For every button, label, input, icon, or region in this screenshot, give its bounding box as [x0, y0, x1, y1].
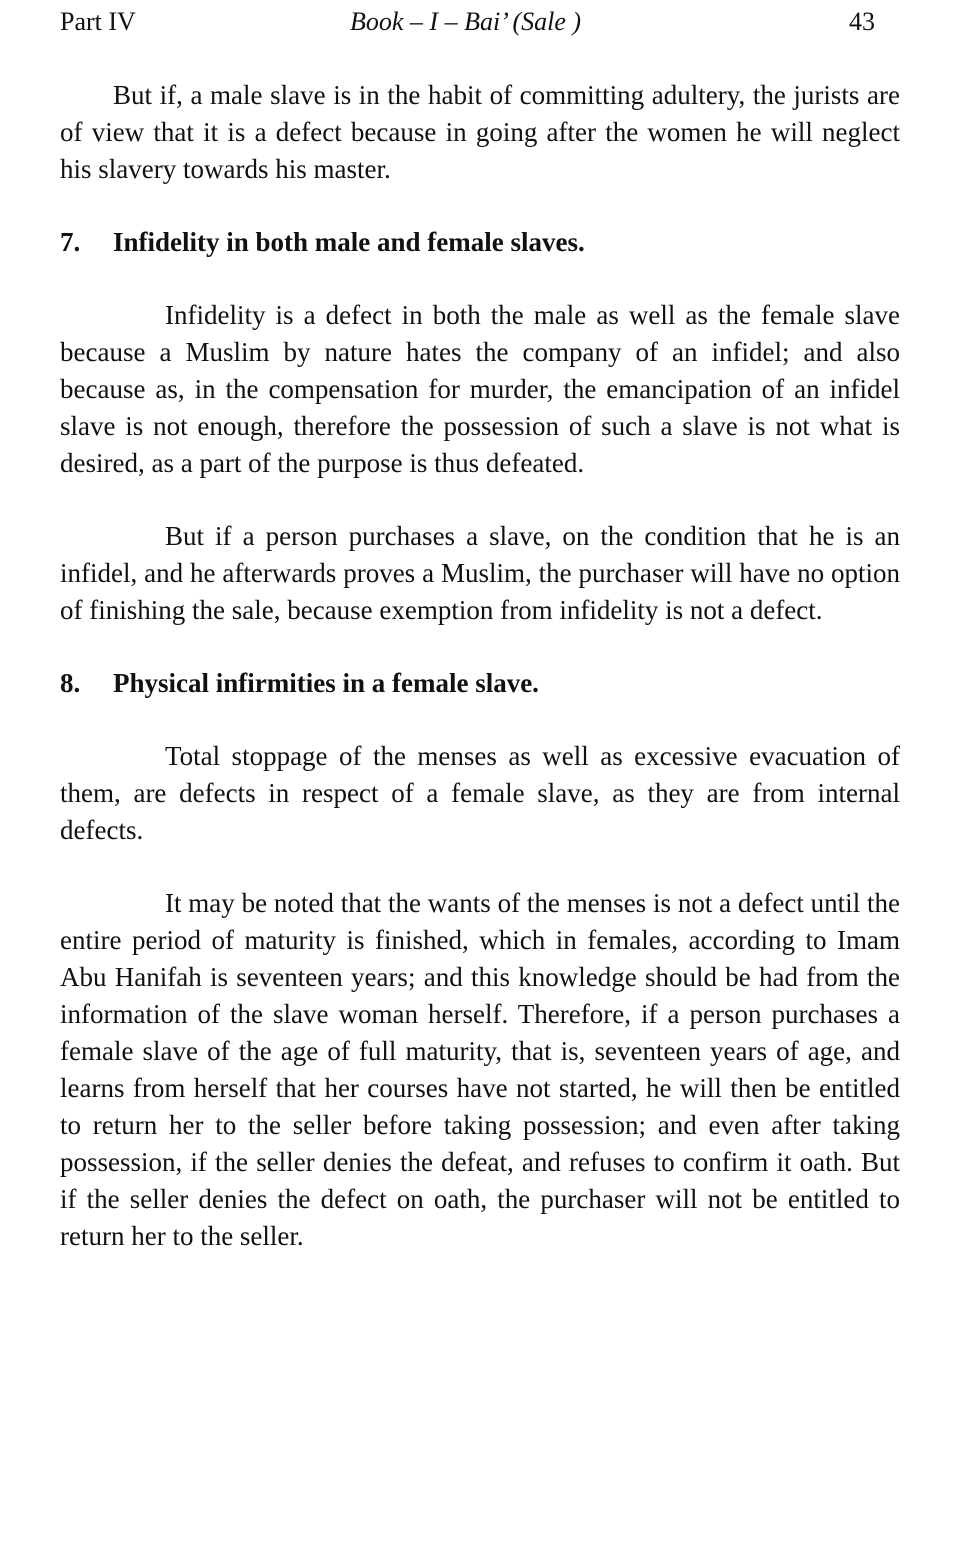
page-header — [60, 4, 875, 40]
paragraph-male-slave-adultery: But if, a male slave is in the habit of committing adultery, the jurists are of view that it is a defect because in going after the women he will neglect his slavery towards his master. — [60, 80, 900, 184]
section-number-7: 7. — [60, 227, 81, 257]
section-heading-8 — [60, 665, 900, 702]
paragraph-menses-defects: Total stoppage of the menses as well as excessive evacuation of them, are defects in respect of a female slave, as they are from internal defects. — [60, 741, 900, 845]
section-heading-7 — [60, 224, 900, 261]
section-title-8: Physical infirmities in a female slave. — [113, 668, 539, 698]
header-part-label: Part IV — [60, 7, 136, 36]
section-number-8: 8. — [60, 668, 81, 698]
header-page-number: 43 — [849, 7, 875, 36]
paragraph-maturity-period: It may be noted that the wants of the menses is not a defect until the entire period of maturity is finished, which in females, according to Imam Abu Hanifah is seventeen years; and this knowledge should be had from the information of the slave woman herself. Therefore, if a person purchases a female slave of the age of full maturity, that is, seventeen years of age, and learns from herself that her courses have not started, he will then be entitled to return her to the seller before taking possession; and even after taking possession, if the seller denies the defeat, and refuses to confirm it oath. But if the seller denies the defect on oath, the purchaser will not be entitled to return her to the seller. — [60, 888, 900, 1251]
section-title-7: Infidelity in both male and female slaves. — [113, 227, 585, 257]
paragraph-infidelity-defect: Infidelity is a defect in both the male as well as the female slave because a Muslim by nature hates the company of an infidel; and also because as, in the compensation for murder, the emancipation of an infidel slave is not enough, therefore the possession of such a slave is not what is desired, as a part of the purpose is thus defeated. — [60, 300, 900, 478]
paragraph-infidel-condition-purchase: But if a person purchases a slave, on the condition that he is an infidel, and he afterwards proves a Muslim, the purchaser will have no option of finishing the sale, because exemption from infidelity is not a defect. — [60, 521, 900, 625]
page-body — [60, 77, 900, 1291]
header-book-title: Book – I – Bai’ (Sale ) — [350, 7, 582, 36]
